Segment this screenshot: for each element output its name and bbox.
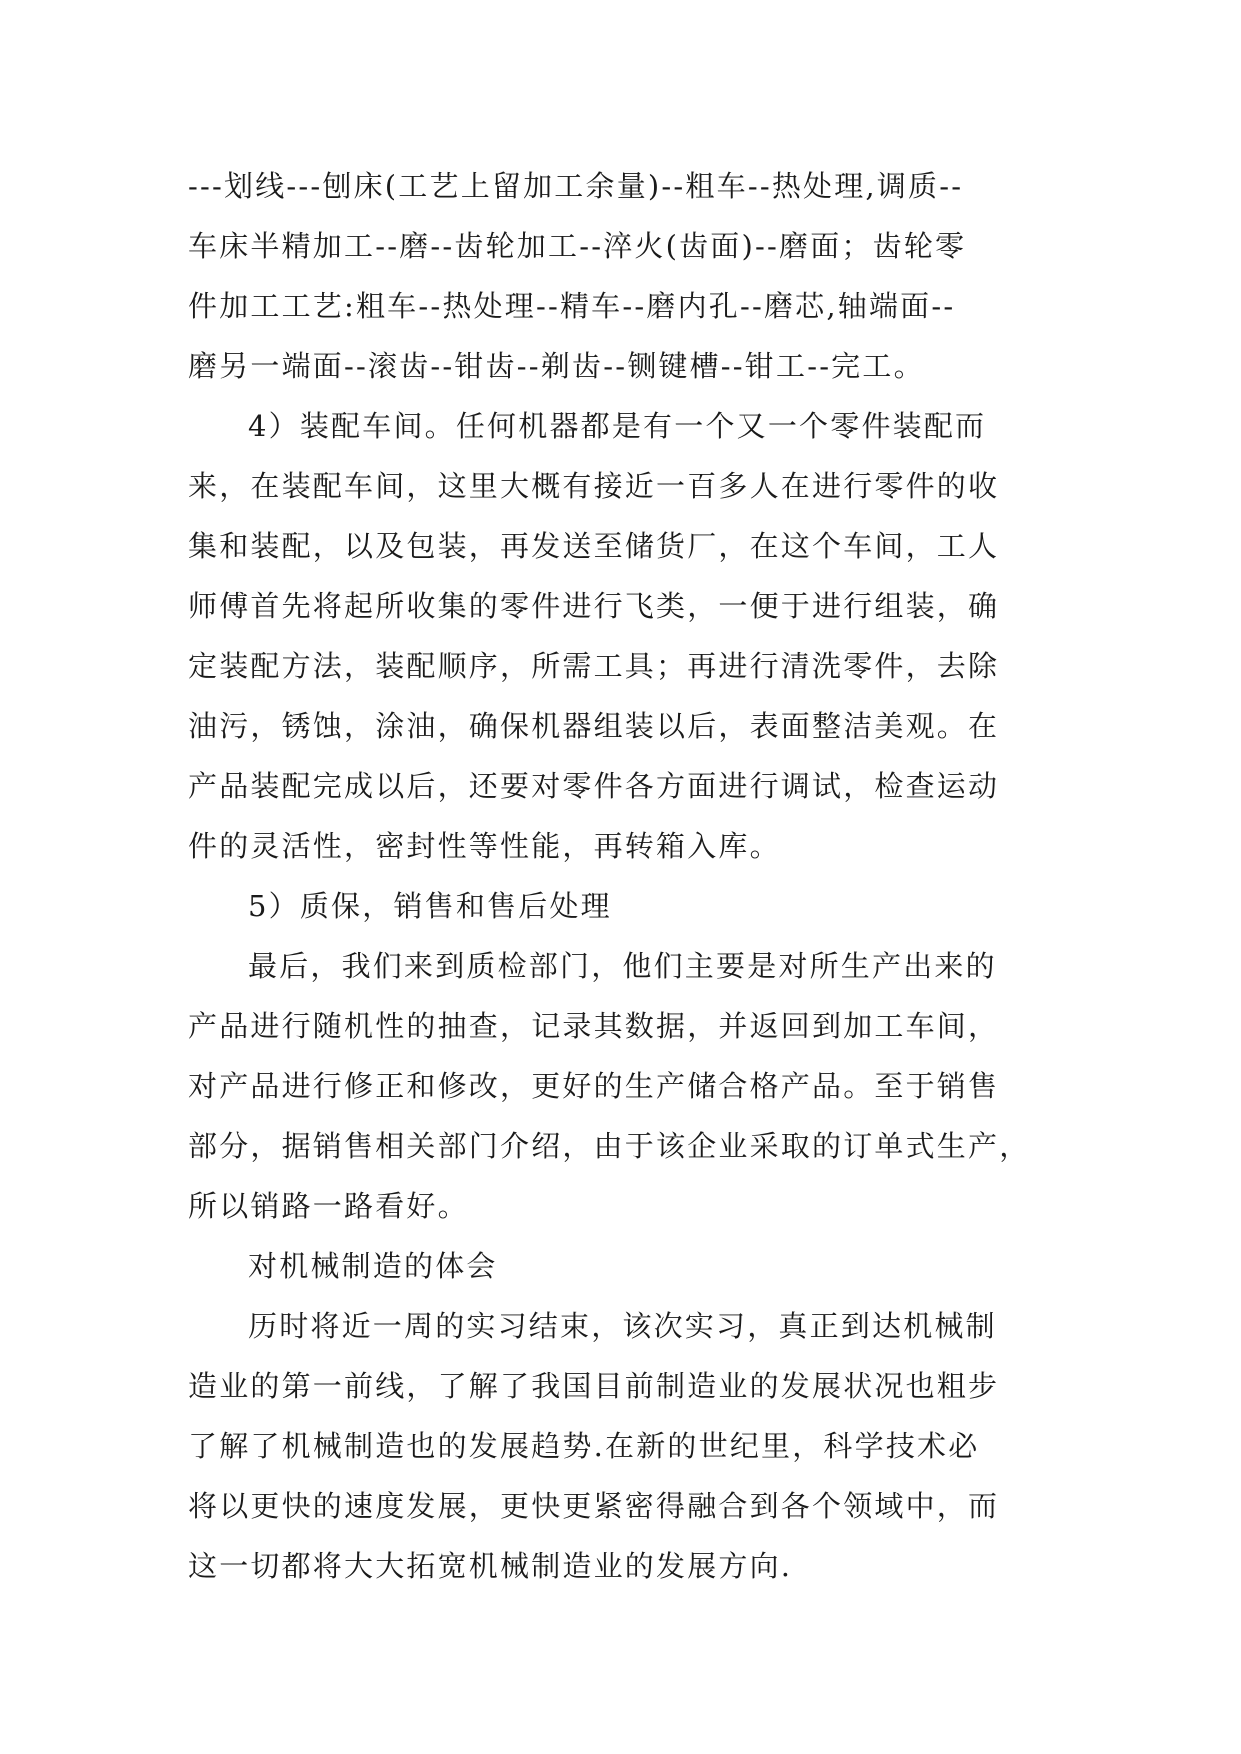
text-line: 产品装配完成以后，还要对零件各方面进行调试，检查运动 bbox=[188, 769, 1000, 803]
text-line: 件的灵活性，密封性等性能，再转箱入库。 bbox=[188, 829, 781, 863]
text-line: ---划线---刨床(工艺上留加工余量)--粗车--热处理,调质-- bbox=[188, 169, 964, 203]
text-line: 件加工工艺:粗车--热处理--精车--磨内孔--磨芯,轴端面-- bbox=[188, 289, 956, 323]
text-line: 部分，据销售相关部门介绍，由于该企业采取的订单式生产， bbox=[188, 1129, 1031, 1163]
text-line: 这一切都将大大拓宽机械制造业的发展方向. bbox=[188, 1549, 793, 1583]
text-line: 来，在装配车间，这里大概有接近一百多人在进行零件的收 bbox=[188, 469, 1000, 503]
text-line: 造业的第一前线，了解了我国目前制造业的发展状况也粗步 bbox=[188, 1369, 1000, 1403]
text-line: 所以销路一路看好。 bbox=[188, 1189, 469, 1223]
text-line: 集和装配，以及包装，再发送至储货厂，在这个车间，工人 bbox=[188, 529, 1000, 563]
text-line: 将以更快的速度发展，更快更紧密得融合到各个领域中，而 bbox=[188, 1489, 1000, 1523]
text-line: 磨另一端面--滚齿--钳齿--剃齿--铡键槽--钳工--完工。 bbox=[188, 349, 925, 383]
text-line: 师傅首先将起所收集的零件进行飞类，一便于进行组装，确 bbox=[188, 589, 1000, 623]
section-heading-quality-sales: 5）质保，销售和售后处理 bbox=[248, 889, 612, 923]
paragraph-start-reflection: 历时将近一周的实习结束，该次实习，真正到达机械制 bbox=[248, 1309, 997, 1343]
text-line: 产品进行随机性的抽查，记录其数据，并返回到加工车间， bbox=[188, 1009, 1000, 1043]
text-line: 对产品进行修正和修改，更好的生产储合格产品。至于销售 bbox=[188, 1069, 1000, 1103]
paragraph-start-assembly-workshop: 4）装配车间。任何机器都是有一个又一个零件装配而 bbox=[248, 409, 987, 443]
section-heading-reflection: 对机械制造的体会 bbox=[248, 1249, 498, 1283]
paragraph-start-quality-inspection: 最后，我们来到质检部门，他们主要是对所生产出来的 bbox=[248, 949, 997, 983]
text-line: 定装配方法，装配顺序，所需工具；再进行清洗零件，去除 bbox=[188, 649, 1000, 683]
document-body bbox=[188, 156, 1058, 1596]
text-line: 油污，锈蚀，涂油，确保机器组装以后，表面整洁美观。在 bbox=[188, 709, 1000, 743]
text-line: 了解了机械制造也的发展趋势.在新的世纪里，科学技术必 bbox=[188, 1429, 980, 1463]
text-line: 车床半精加工--磨--齿轮加工--淬火(齿面)--磨面；齿轮零 bbox=[188, 229, 967, 263]
